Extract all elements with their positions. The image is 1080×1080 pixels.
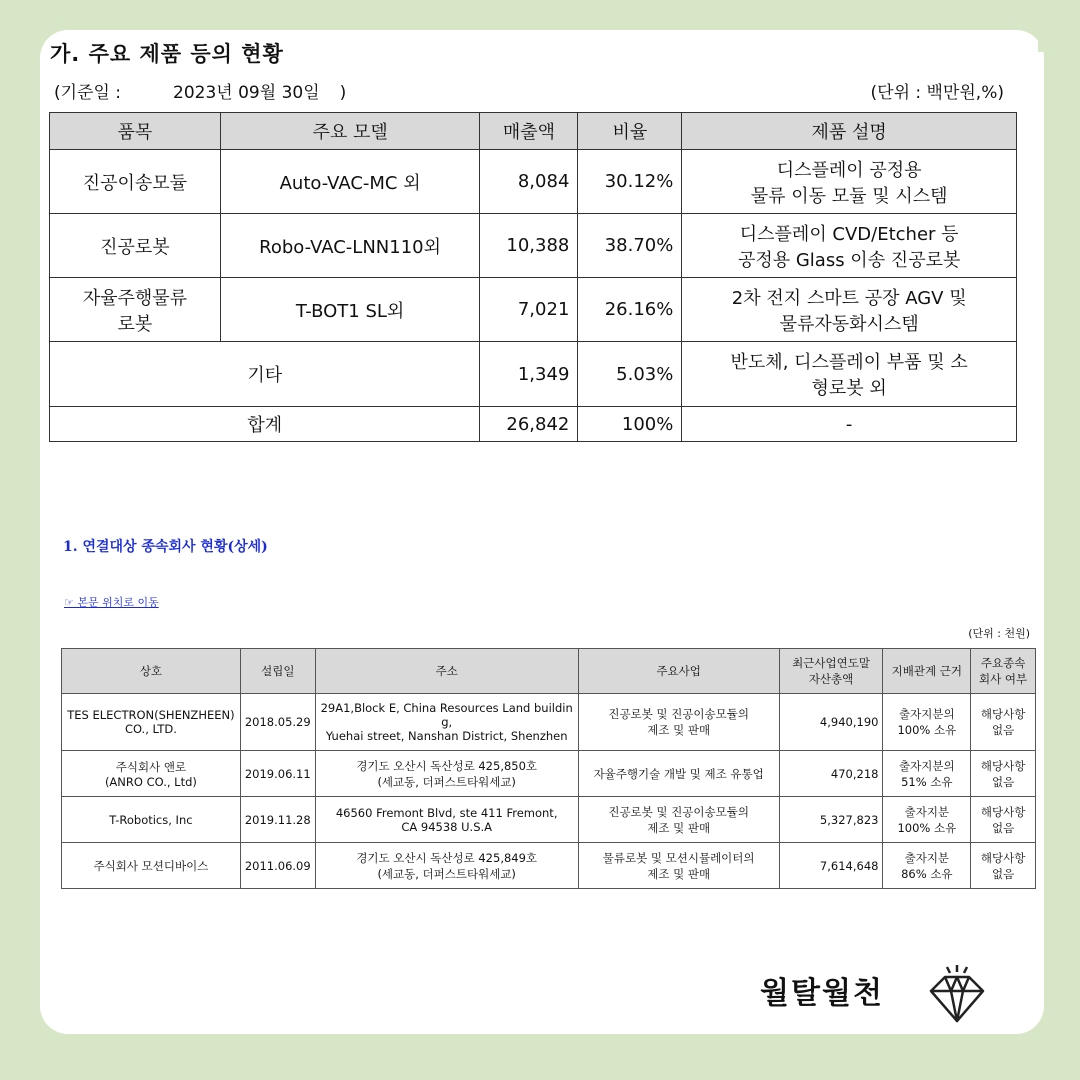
assets-cell: 4,940,190 [779, 694, 883, 751]
business-cell: 진공로봇 및 진공이송모듈의 제조 및 판매 [578, 797, 779, 843]
table-row [50, 342, 1017, 407]
total-sales: 26,842 [480, 407, 578, 442]
description-cell: 디스플레이 공정용 물류 이동 모듈 및 시스템 [682, 150, 1017, 214]
table-row [50, 278, 1017, 342]
diamond-icon [925, 963, 989, 1027]
table-header-row [50, 113, 1017, 150]
header-address: 주소 [315, 649, 578, 694]
model-cell: T-BOT1 SL외 [220, 278, 480, 342]
name-cell: T-Robotics, Inc [62, 797, 241, 843]
control-cell: 출자지분 86% 소유 [883, 843, 971, 889]
header-assets: 최근사업연도말 자산총액 [779, 649, 883, 694]
sales-cell: 10,388 [480, 214, 578, 278]
established-cell: 2019.11.28 [240, 797, 315, 843]
control-cell: 출자지분 100% 소유 [883, 797, 971, 843]
table-row [62, 694, 1036, 751]
name-cell: 주식회사 앤로 (ANRO CO., Ltd) [62, 751, 241, 797]
business-cell: 자율주행기술 개발 및 제조 유통업 [578, 751, 779, 797]
business-cell: 진공로봇 및 진공이송모듈의 제조 및 판매 [578, 694, 779, 751]
item-cell: 기타 [50, 342, 480, 407]
subsidiaries-table [61, 648, 1036, 889]
description-cell: 2차 전지 스마트 공장 AGV 및 물류자동화시스템 [682, 278, 1017, 342]
header-ratio: 비율 [578, 113, 682, 150]
sales-cell: 1,349 [480, 342, 578, 407]
sales-cell: 8,084 [480, 150, 578, 214]
table-row [62, 843, 1036, 889]
total-description: - [682, 407, 1017, 442]
section-b-title: 1. 연결대상 종속회사 현황(상세) [63, 539, 268, 555]
established-cell: 2018.05.29 [240, 694, 315, 751]
ratio-cell: 26.16% [578, 278, 682, 342]
header-major: 주요종속 회사 여부 [971, 649, 1036, 694]
table-row [62, 751, 1036, 797]
basis-date-line [54, 78, 346, 103]
header-item: 품목 [50, 113, 221, 150]
description-cell: 디스플레이 CVD/Etcher 등 공정용 Glass 이송 진공로봇 [682, 214, 1017, 278]
assets-cell: 470,218 [779, 751, 883, 797]
assets-cell: 7,614,648 [779, 843, 883, 889]
assets-cell: 5,327,823 [779, 797, 883, 843]
unit-label-b: (단위 : 천원) [968, 627, 1030, 640]
go-to-body-link[interactable]: ☞ 본문 위치로 이동 [64, 596, 159, 609]
table-row [50, 214, 1017, 278]
section-a-title: 가. 주요 제품 등의 현황 [50, 42, 284, 66]
basis-close: ) [339, 83, 347, 103]
item-cell: 진공로봇 [50, 214, 221, 278]
header-established: 설립일 [240, 649, 315, 694]
major-cell: 해당사항 없음 [971, 694, 1036, 751]
name-cell: TES ELECTRON(SHENZHEEN) CO., LTD. [62, 694, 241, 751]
ratio-cell: 30.12% [578, 150, 682, 214]
business-cell: 물류로봇 및 모션시뮬레이터의 제조 및 판매 [578, 843, 779, 889]
address-cell: 경기도 오산시 독산성로 425,850호 (세교동, 더퍼스트타워세교) [315, 751, 578, 797]
address-cell: 29A1,Block E, China Resources Land buildin g, Yuehai street, Nanshan District, Shenzhen [315, 694, 578, 751]
established-cell: 2019.06.11 [240, 751, 315, 797]
header-model: 주요 모델 [220, 113, 480, 150]
established-cell: 2011.06.09 [240, 843, 315, 889]
header-name: 상호 [62, 649, 241, 694]
major-cell: 해당사항 없음 [971, 797, 1036, 843]
major-cell: 해당사항 없음 [971, 843, 1036, 889]
header-sales: 매출액 [480, 113, 578, 150]
address-cell: 경기도 오산시 독산성로 425,849호 (세교동, 더퍼스트타워세교) [315, 843, 578, 889]
basis-date: 2023년 09월 30일 [173, 83, 320, 103]
total-ratio: 100% [578, 407, 682, 442]
main-products-table [49, 112, 1017, 442]
brand-text: 월탈월천 [760, 976, 884, 1011]
header-business: 주요사업 [578, 649, 779, 694]
unit-label: (단위 : 백만원,%) [870, 83, 1004, 103]
table-row [62, 797, 1036, 843]
sales-cell: 7,021 [480, 278, 578, 342]
control-cell: 출자지분의 51% 소유 [883, 751, 971, 797]
table-header-row [62, 649, 1036, 694]
model-cell: Robo-VAC-LNN110외 [220, 214, 480, 278]
item-cell: 자율주행물류 로봇 [50, 278, 221, 342]
ratio-cell: 5.03% [578, 342, 682, 407]
total-label: 합계 [50, 407, 480, 442]
total-row [50, 407, 1017, 442]
card-notch [1038, 30, 1080, 52]
header-control: 지배관계 근거 [883, 649, 971, 694]
description-cell: 반도체, 디스플레이 부품 및 소 형로봇 외 [682, 342, 1017, 407]
model-cell: Auto-VAC-MC 외 [220, 150, 480, 214]
header-description: 제품 설명 [682, 113, 1017, 150]
item-cell: 진공이송모듈 [50, 150, 221, 214]
address-cell: 46560 Fremont Blvd, ste 411 Fremont, CA 94538 U.S.A [315, 797, 578, 843]
control-cell: 출자지분의 100% 소유 [883, 694, 971, 751]
major-cell: 해당사항 없음 [971, 751, 1036, 797]
table-row [50, 150, 1017, 214]
ratio-cell: 38.70% [578, 214, 682, 278]
basis-label: (기준일 : [54, 83, 122, 103]
name-cell: 주식회사 모션디바이스 [62, 843, 241, 889]
